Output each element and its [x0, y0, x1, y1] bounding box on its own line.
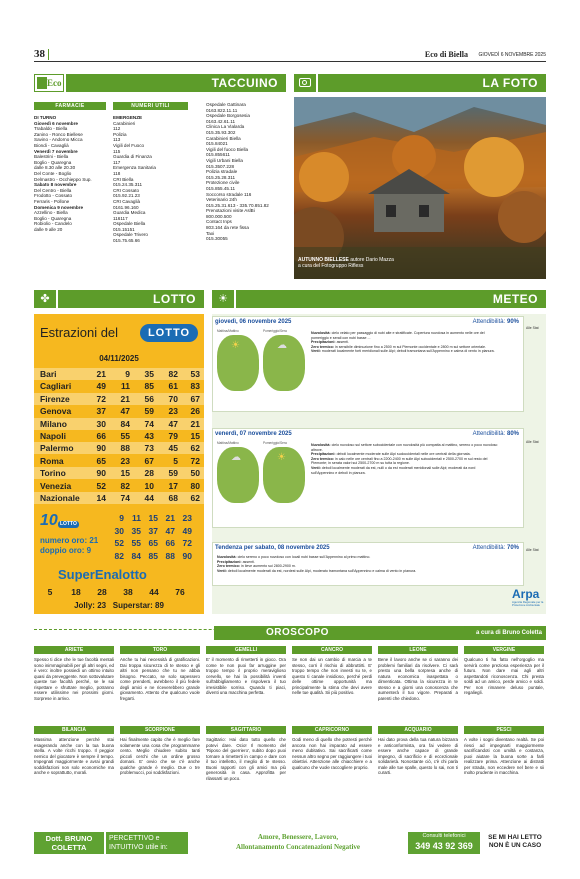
dieci-lotto-number: 30 [114, 525, 124, 536]
superenalotto-number: 5 [47, 587, 53, 597]
ospedali-list [206, 102, 288, 242]
lotto-number: 35 [144, 369, 154, 379]
list-line: Domenica 9 novembre [34, 204, 84, 210]
lotto-number: 52 [96, 480, 106, 491]
sign-title: VERGINE [464, 646, 544, 654]
paper-name: Eco di Biella [424, 50, 468, 59]
list-line: 015.30055 [206, 236, 228, 242]
list-line: 015.25.28.311 [206, 174, 236, 180]
list-line: 803.164 da rete fissa [206, 225, 249, 231]
list-line: Ospedale Borgosesia [206, 113, 250, 119]
lotto-row [34, 492, 204, 504]
lotto-number: 21 [190, 418, 200, 429]
numero-oro: numero oro: 21 [40, 536, 99, 545]
lotto-number: 21 [120, 393, 130, 404]
jolly-superstar: Jolly: 23 Superstar: 89 [74, 601, 164, 610]
lotto-wheel-name: Cagliari [40, 381, 72, 392]
list-line: Venerdì 7 novembre [34, 148, 78, 154]
day-2-attendibilita: Attendibilità: 80% [472, 431, 519, 437]
lotto-row [34, 405, 204, 417]
numeri-utili-list [113, 115, 193, 244]
meteo-day-1 [212, 316, 524, 412]
lotto-number: 15 [120, 468, 130, 479]
list-line: Balestrini - Biella [34, 154, 69, 160]
sign-text: Qualcuno ti ha fatto nell'orgoglio ma servirà come preziosa esperienza per il futuro. Non dare mai agli altri aspettandoti riconoscenza. Chi presta soldi ad un amico, perde amico e soldi. Per non rimanere deluso puntale, regaliegli. [464, 657, 544, 695]
list-line: Ospedale Trivero [113, 232, 148, 238]
lotto-number: 68 [168, 493, 178, 503]
ad-center: Amore, Benessere, Lavoro, Allontanamento Concatenazioni Negative [235, 833, 361, 851]
lotto-number: 61 [168, 381, 178, 392]
dieci-lotto-number: 47 [165, 525, 175, 536]
list-line: CRI Cavaglià [113, 198, 141, 204]
lotto-number: 5 [173, 455, 178, 466]
clover-icon: ✤ [34, 290, 56, 308]
list-line: 113 [113, 137, 121, 143]
day-3-attendibilita: Attendibilità: 70% [472, 545, 519, 551]
meteo-day-3 [212, 542, 524, 586]
horoscope-sagittario [206, 726, 286, 828]
list-line: Vigili del Fuoco [113, 142, 145, 148]
list-line: Prenotazioni visite AslBi [206, 208, 255, 214]
lotto-number: 67 [144, 455, 154, 466]
list-line: 015.84021 [206, 141, 228, 147]
sign-title: GEMELLI [206, 646, 286, 654]
dieci-lotto-number: 82 [114, 550, 124, 561]
sign-title: SAGITTARIO [206, 726, 286, 734]
map-label: Mattina/Mattino [217, 329, 239, 333]
lotto-header [34, 290, 204, 308]
horoscope-gemelli [206, 646, 286, 722]
photo-caption: AUTUNNO BIELLESE autore Dario Mazza a cura del Fotogruppo Rifless [298, 257, 394, 269]
day-1-attendibilita: Attendibilità: 90% [472, 319, 519, 325]
meteo-paragraph: Precipitazioni: deboli localmente moderate sulle Alpi sudoccidentali nelle ore centrali della giornata. [311, 452, 471, 457]
dieci-lotto-number: 88 [165, 550, 175, 561]
ad-right: SE MI HAI LETTO NON È UN CASO [488, 834, 542, 849]
lotto-number: 80 [190, 480, 200, 491]
arpa-logo: Arpa Agenzia Regionale per la Protezione Ambientale [512, 587, 544, 608]
lotto-number: 84 [120, 418, 130, 429]
sign-text: Sagittario: Hai dato tutto quello che potevi dare. Ocio! Il momento del 'Riposo del guerriero', subito dopo puoi tornare a rimetterti in campo e dare con il tuo intelletto, il meglio di te stesso. Buoni rapporti con gli amici ma più generosità in casa. Approfitta per rilassarti un poco. [206, 737, 286, 781]
horoscope-acquario [378, 726, 458, 828]
lotto-number: 90 [96, 468, 106, 479]
sign-text: Massima attenzione perché stai esagerando anche con la tua buona stella. A volte ricchi troppo. Il peggior nemico del giocatore è sempre il tempo. Impegnati maggiormente e avrai grandi soddisfazioni non solo economiche ma anche e soprattutto, morali. [34, 737, 114, 775]
list-line: Ospedale Biella [113, 221, 146, 227]
dieci-lotto-number: 90 [182, 550, 192, 561]
meteo-paragraph: Precipitazioni: assenti. [217, 559, 255, 564]
list-line: Delmastro - Occhieppo Sup. [34, 176, 92, 182]
superenalotto-number: 28 [97, 587, 107, 597]
list-line: Emergenza Sanitaria [113, 165, 156, 171]
dieci-lotto-number: 55 [131, 538, 141, 548]
sign-title: TORO [120, 646, 200, 654]
lotto-number: 23 [120, 455, 130, 466]
list-line: EMERGENZE [113, 115, 143, 120]
lotto-number: 59 [168, 468, 178, 479]
list-line: dalle 9 alle 20 [34, 226, 63, 232]
list-line: Carabinieri [113, 120, 136, 126]
day-2-title: venerdì, 07 novembre 2025 [215, 431, 292, 437]
lotto-number: 47 [168, 418, 178, 429]
lotto-logo: LOTTO [140, 324, 198, 342]
sign-title: CAPRICORNO [292, 726, 372, 734]
lotto-number: 10 [144, 480, 154, 491]
doppio-oro: doppio oro: 9 [40, 546, 92, 555]
list-line: 015.25.31.613 - 335.70.851.82 [206, 202, 269, 208]
dieci-lotto-number: 23 [182, 513, 192, 523]
lotto-number: 55 [120, 431, 130, 441]
list-line: Clinica La Vialarda [206, 124, 245, 130]
list-line: CRI Biella [113, 176, 134, 182]
meteo-paragraph: Venti: deboli localmente moderati da est, nordest sulle Alpi, moderato tramontana sull'Appennino e calma di vento in pianura. [217, 568, 417, 573]
lotto-number: 14 [96, 493, 106, 503]
lotto-row [34, 442, 204, 454]
lotto-number: 72 [190, 455, 200, 466]
lotto-row [34, 467, 204, 479]
list-line: 112 [113, 126, 121, 132]
dieci-lotto-logo: 10 LOTTO [40, 512, 77, 529]
taccuino-title: TACCUINO [66, 74, 286, 92]
sun-cloud-icon: ☀ [212, 290, 234, 308]
dieci-lotto-number: 65 [148, 538, 158, 548]
lotto-row [34, 418, 204, 430]
lotto-number: 62 [190, 493, 200, 503]
oroscopo-title: OROSCOPO [266, 627, 329, 638]
list-line: Zanino - Ronco Biellese [34, 131, 83, 137]
lotto-number: 65 [96, 455, 106, 466]
lotto-number: 37 [96, 406, 106, 417]
lotto-number: 59 [144, 406, 154, 417]
dieci-lotto-number: 72 [182, 538, 192, 548]
lotto-number: 82 [168, 369, 178, 379]
lotto-wheel-name: Milano [40, 418, 67, 429]
list-line: 116117 [113, 215, 128, 221]
superenalotto-number: 44 [149, 587, 159, 597]
list-line: Boglio - Quaregna [34, 215, 72, 221]
lotto-wheel-name: Genova [40, 406, 72, 417]
lotto-number: 70 [168, 393, 178, 404]
lotto-wheel-name: Roma [40, 455, 64, 466]
dieci-lotto-number: 11 [132, 513, 141, 523]
meteo-paragraph: Zero termico: in calo nelle ore centrali fino a 2200-2400 m sulle Alpi subocidentali e 2500-2700 m sul resto del Piemonte; in serata valori sui 2500-2700 m su tutta la regione. [311, 456, 488, 466]
meteo-paragraph: Venti: moderati localmente forti meridionali sulle Alpi; deboli tramontana sull'Appennino e calma di vento in pianura. [311, 349, 495, 354]
lotto-number: 44 [144, 493, 154, 503]
cloud-icon: ☁ [277, 340, 287, 351]
lotto-number: 62 [190, 443, 200, 454]
horoscope-pesci [464, 726, 544, 828]
list-line: Robiolio - Candelo [34, 221, 72, 227]
lotto-wheel-name: Torino [40, 468, 66, 479]
lotto-wheel-name: Venezia [40, 480, 72, 491]
lotto-number: 21 [96, 369, 106, 379]
lotto-number: 90 [96, 443, 106, 454]
sign-title: LEONE [378, 646, 458, 654]
sign-title: SCORPIONE [120, 726, 200, 734]
list-line: 800.000.500 [206, 213, 232, 219]
lotto-row [34, 480, 204, 492]
sun-icon: ☀ [277, 452, 286, 463]
list-line: 015.24.35.311 [113, 182, 143, 188]
lotto-number: 30 [96, 418, 106, 429]
list-line: 115 [113, 148, 121, 154]
list-line: Boglio - Quaregna [34, 159, 72, 165]
list-line: Frodotto - Cossato [34, 193, 73, 199]
sign-title: CANCRO [292, 646, 372, 654]
list-line: Vigili del fuoco Biella [206, 146, 249, 152]
meteo-header [212, 290, 546, 308]
lotto-row [34, 430, 204, 442]
lotto-wheel-name: Bari [40, 369, 57, 379]
list-line: Carabinieri Biella [206, 135, 241, 141]
lotto-number: 88 [120, 443, 130, 454]
sign-title: ARIETE [34, 646, 114, 654]
superenalotto-logo: SuperEnalotto [58, 567, 147, 582]
dieci-lotto-number: 37 [148, 525, 158, 536]
ad-name: Dott. BRUNO COLETTA [34, 832, 104, 854]
list-line: Ferraris - Pollone [34, 198, 70, 204]
list-line: DI TURNO [34, 115, 57, 120]
lotto-number: 79 [168, 431, 178, 441]
dieci-lotto-number: 52 [114, 538, 124, 548]
page-header [34, 48, 546, 62]
lotto-wheel-name: Napoli [40, 431, 66, 441]
farmacie-list [34, 115, 112, 232]
lotto-box [34, 314, 204, 614]
sign-text: Godi meno di quello che potresti perché ancora non hai imparato ad essere meno dubitativo. Sai sacrificarti come nessun altro segno per raggiungere i tuoi obiettivi. Attenzione alle chiacchiere e a qualcuno che vuole raccogliere proprio. [292, 737, 372, 770]
lotto-number: 56 [144, 393, 154, 404]
horoscope-vergine [464, 646, 544, 722]
lotto-number: 26 [190, 406, 200, 417]
lotto-row [34, 393, 204, 405]
ad-phone: Consulti telefonici 349 43 92 369 [408, 832, 480, 854]
lotto-number: 49 [96, 381, 106, 392]
horoscope-toro [120, 646, 200, 722]
meteo-paragraph: Nuvolosità: cielo sereno o poco nuvoloso con locali nubi basse sull'Appennino al primo mattino. [217, 555, 371, 559]
autumn-photo [294, 97, 546, 279]
map-label: Pomeriggio/Sera [263, 329, 287, 333]
sign-text: Se non dai un cambio di marcia a te stesso, corri il rischio di abbruttirti. E' troppo tempo che non investi su te, e questo ti canale insidioso, perché perdi delle ottime opportunità ma principalmente la stima che devi avere nelle tue qualità. Sii più positivo. [292, 657, 372, 695]
numeri-utili-title: NUMERI UTILI [113, 102, 188, 110]
lotto-date: 04/11/2025 [99, 354, 139, 363]
meteo-paragraph: Zero termico: in sensibile diminuzione fino a 2500 m sul Piemonte occidentale e 2800 m sul settore orientale. [311, 344, 486, 349]
sign-text: Hai finalmente capito che è meglio fare solamente una cosa che programmarne cento. Meglio chiudere subito tanti piccoli cerchi che un ordine grosso domani. E' ovvio che se c'è anche qualche grande è meglio. Due o tre problemucci, poi soddisfazioni. [120, 737, 200, 775]
sign-title: BILANCIA [34, 726, 114, 734]
sign-text: Anche tu hai necessità di gratificazioni. Dai troppa sicurezza di te stesso e gli altri non pensano che tu ne abbia bisogno. Peccato, se solo sapessero come prenderti, avrebbero il più fedele degli amici e ne riceverebbero grande giovamento. Attento che qualcuno vuole fregarti. [120, 657, 200, 701]
cloud-icon: ☁ [231, 452, 241, 463]
list-line: Taxi [206, 230, 215, 236]
superenalotto-number: 18 [71, 587, 81, 597]
list-line: Sabato 8 novembre [34, 182, 77, 188]
lotto-number: 83 [190, 381, 200, 392]
lotto-wheel-name: Firenze [40, 393, 70, 404]
map-label: Mattina/Mattino [217, 441, 239, 445]
list-line: 118 [113, 170, 121, 176]
list-line: Veterinario 24h [206, 197, 237, 203]
page-number: 38 [34, 48, 45, 60]
lotto-number: 43 [144, 431, 154, 441]
farmacie-title: FARMACIE [34, 102, 106, 110]
header-divider [48, 49, 49, 60]
list-line: Azzellino - Biella [34, 210, 68, 216]
lotto-number: 53 [190, 369, 200, 379]
camera-icon [294, 74, 316, 92]
list-line: 0163.42.61.11 [206, 118, 236, 124]
meteo-paragraph: Nuvolosità: cielo nuvoloso sul settore subocidentale con nuvolosità più compatta al mattino, sereno o poco nuvoloso altrove. [311, 443, 498, 452]
list-line: Protezione civile [206, 180, 240, 186]
lotto-title: LOTTO [58, 290, 204, 308]
list-line: Giovedì 6 novembre [34, 120, 78, 126]
photo-illustration [294, 97, 546, 279]
dieci-lotto-number: 21 [165, 513, 175, 523]
list-line: 015.35.93.302 [206, 129, 236, 135]
scale-legend: Alle Stat [526, 440, 539, 444]
list-line: Guardia Medica [113, 210, 146, 216]
lotto-row [34, 368, 204, 380]
meteo-paragraph: Zero termico: in lieve aumento sui 2800-2900 m. [217, 564, 296, 569]
lotto-number: 9 [125, 369, 130, 379]
list-line: 015.75.65.66 [113, 238, 140, 244]
list-line: 015.855611 [206, 152, 230, 158]
day-1-title: giovedì, 06 novembre 2025 [215, 319, 292, 325]
horoscope-capricorno [292, 726, 372, 828]
meteo-paragraph: Precipitazioni: assenti. [311, 340, 349, 345]
meteo-day-2 [212, 428, 524, 528]
list-line: Ospedale Gattinara [206, 102, 246, 107]
superenalotto-number: 76 [175, 587, 185, 597]
list-line: Guardia di Finanza [113, 154, 152, 160]
lotto-number: 82 [120, 480, 130, 491]
sign-title: ACQUARIO [378, 726, 458, 734]
lotto-number: 50 [190, 468, 200, 479]
ad-slogan: PERCETTIVO e INTUITIVO utile in: [106, 832, 188, 854]
oroscopo-header [34, 626, 546, 640]
lotto-number: 11 [121, 381, 130, 392]
list-line: Biondi - Cavaglià [34, 142, 69, 148]
lotto-number: 72 [96, 393, 106, 404]
dieci-lotto-number: 9 [119, 513, 124, 523]
list-line: 015.15151 [113, 226, 135, 232]
list-line: Savino - Andorno Micca [34, 137, 83, 143]
list-line: Del Centro - Biella [34, 187, 72, 193]
lotto-number: 74 [120, 493, 130, 503]
dieci-lotto-number: 15 [148, 513, 158, 523]
dieci-lotto-number: 85 [148, 550, 158, 561]
list-line: dalle 8.30 alle 20.30 [34, 165, 76, 171]
lotto-number: 17 [168, 480, 178, 491]
list-line: 015.3507.228 [206, 163, 235, 169]
lotto-number: 66 [96, 431, 106, 441]
scale-legend: Alle Stat [526, 326, 539, 330]
list-line: 0163.822.11.11 [206, 107, 238, 113]
horoscope-scorpione [120, 726, 200, 828]
horoscope-bilancia [34, 726, 114, 828]
scale-legend: Alle Stat [526, 548, 539, 552]
dieci-lotto-number: 49 [182, 525, 192, 536]
sign-text: A volte i sogni diventano realtà. Se poi riesci ad impegnarti maggiormente sacrificandoti con umiltà e costanza, puoi aiutare la buona sorte a farli realizzare prima. Attenzione ai distratti per strada, non eccedere nel bere e sii molto prudente in macchina. [464, 737, 544, 775]
horoscope-cancro [292, 646, 372, 722]
meteo-title: METEO [236, 290, 546, 308]
list-line: Soccorso stradale 116 [206, 191, 252, 197]
lotto-number: 15 [190, 431, 200, 441]
lotto-number: 73 [144, 443, 154, 454]
dieci-lotto-number: 84 [131, 550, 141, 561]
horoscope-leone [378, 646, 458, 722]
lotto-number: 23 [168, 406, 178, 417]
lotto-number: 74 [144, 418, 154, 429]
sun-icon: ☀ [231, 340, 240, 351]
list-line: 015.855.45.11 [206, 185, 236, 191]
estrazioni-label: Estrazioni del [40, 325, 119, 340]
sign-text: Spesso ti dice che le tue facoltà mentali sono inimmaginabili per gli altri segni, ed è vero: inoltre possiedi un ottimo intuito quasi da preveggente. Non sottovalutare queste tue facoltà perché, se le sai rispettare e sfruttare meglio, potranno essere utilissime nei prossimi giorni. Sorprese in arrivo. [34, 657, 114, 701]
la-foto-section [294, 74, 546, 284]
list-line: CRI Cossato [113, 187, 140, 193]
list-line: Trabaldo - Biella [34, 126, 68, 132]
lotto-row [34, 380, 204, 392]
list-line: Polizia [113, 131, 127, 137]
lotto-wheel-name: Nazionale [40, 493, 80, 503]
lotto-number: 85 [144, 381, 154, 392]
list-line: Polizia stradale [206, 169, 238, 175]
sign-title: PESCI [464, 726, 544, 734]
list-line: Del Conte - Boglio [34, 170, 72, 176]
lotto-number: 28 [144, 468, 154, 479]
lotto-number: 45 [168, 443, 178, 454]
lotto-number: 47 [120, 406, 130, 417]
dieci-lotto-number: 35 [131, 525, 141, 536]
sign-text: E' il momento di rimetterti in gioco. Ora come te non puoi far arruggine per troppo tempo il proprio meraviglioso cervello, se hai la possibilità inventi sull'abbigliamento e rispolvera il tuo irresistibile sorriso. Quando ti piaci, diventi una macchina perfetta. [206, 657, 286, 695]
la-foto-title: LA FOTO [318, 74, 546, 92]
lotto-wheel-name: Palermo [40, 443, 74, 454]
list-line: Contact Inps [206, 219, 232, 225]
sign-text: Hai dato prova della tua natura bizzarra e anticonformista, ora fai vedere di essere anche capace di grande impegno, di sacrificio e di eccezionale solidarietà. Nonostante ciò, c'è chi parla male alle tue spalle, questo lo sai, non ti curarti. [378, 737, 458, 775]
eco-logo: Eco [34, 74, 64, 92]
list-line: Vigili Urbani Biella [206, 157, 243, 163]
horoscope-ariete [34, 646, 114, 722]
list-line: 0161.96.160 [113, 204, 139, 210]
oroscopo-credit: a cura di Bruno Coletta [475, 630, 542, 636]
lotto-row [34, 455, 204, 467]
footer-ad [34, 832, 546, 854]
sign-text: Bene il lavoro anche se ci saranno dei problemi familiari da risolvere. Ci sarà presto una bella sorpresa anche di natura economica inaspettata o dimenticata. Ottima la sicurezza in te stesso e a giorni una conoscenza che aumenterà il tuo vigore. Preparati a parenti che chiedono. [378, 657, 458, 701]
dieci-lotto-number: 66 [165, 538, 175, 548]
meteo-paragraph: Venti: deboli localmente moderati da est, nulli o da est moderati meridionali sulle Alpi; moderati da nord sull'Appennino e deboli in pianura. [311, 465, 476, 475]
lotto-number: 67 [190, 393, 200, 404]
header-date: GIOVEDÌ 6 NOVEMBRE 2025 [478, 52, 546, 58]
superenalotto-number: 38 [123, 587, 133, 597]
list-line: 117 [113, 159, 121, 165]
taccuino-section [34, 74, 286, 284]
meteo-paragraph: Nuvolosità: cielo velato per passaggio di nubi alte e stratificate. Copertura nuvolosa in aumento nelle ore del pomeriggio e serali con nubi basse ... [311, 331, 485, 340]
map-label: Pomeriggio/Sera [263, 441, 287, 445]
day-3-title: Tendenza per sabato, 08 novembre 2025 [215, 545, 330, 551]
list-line: 015.92.21.23 [113, 193, 140, 199]
